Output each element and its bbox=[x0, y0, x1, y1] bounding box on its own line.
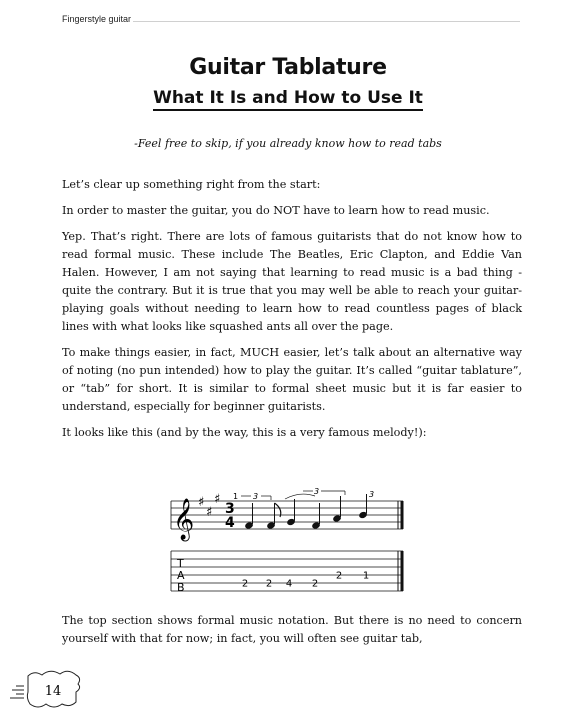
triplet-mark: 3 bbox=[314, 487, 320, 496]
page-subtitle bbox=[0, 88, 576, 108]
paragraph: Yep. That’s right. There are lots of famous guitarists that do not know how to read formal music. These include The Beatles, Eric Clapton, and Eddie Van Halen. However, I am not saying that learning to read music is a bad thing - quite the contrary. But it is true that you may well be able to reach your guitar-playing goals without needing to learn how to read countless pages of black lines with what looks like squashed ants all over the page. bbox=[62, 230, 522, 333]
tab-fret-number: 2 bbox=[265, 578, 273, 590]
music-notes bbox=[244, 494, 368, 530]
paragraph: The top section shows formal music notation. But there is no need to concern yourself with that for now; in fact, you will often see guitar tab, bbox=[62, 614, 522, 645]
svg-text:♯: ♯ bbox=[198, 495, 205, 510]
paragraph: To make things easier, in fact, MUCH easier, let’s talk about an alternative way of noting (no pun intended) how to play the guitar. It’s called “guitar tablature”, or “tab” for short. It is similar to formal sheet music but it is far easier to understand, especially for beginner guitarists. bbox=[62, 346, 522, 413]
page-title: Guitar Tablature bbox=[189, 55, 387, 80]
running-head: Fingerstyle guitar bbox=[62, 14, 132, 24]
measure-number: 1 bbox=[233, 492, 239, 501]
svg-text:♯: ♯ bbox=[206, 505, 213, 520]
time-signature-top: 3 bbox=[225, 501, 235, 517]
tab-clef-letter: B bbox=[177, 581, 185, 594]
triplet-mark: 3 bbox=[369, 490, 375, 499]
page-number-badge bbox=[8, 666, 88, 712]
tab-clef-letter: T bbox=[177, 557, 184, 570]
svg-text:♯: ♯ bbox=[214, 492, 221, 507]
tab-fret-number: 1 bbox=[362, 570, 370, 582]
page-number: 14 bbox=[44, 684, 62, 699]
paragraph: It looks like this (and by the way, this is a very famous melody!): bbox=[62, 426, 427, 439]
skip-note: -Feel free to skip, if you already know how to read tabs bbox=[134, 137, 442, 150]
subtitle-text: What It Is and How to Use It bbox=[153, 88, 423, 111]
tab-fret-number: 2 bbox=[335, 570, 343, 582]
body-text-top bbox=[62, 176, 522, 450]
tab-fret-number: 2 bbox=[241, 578, 249, 590]
tab-fret-number: 2 bbox=[311, 578, 319, 590]
time-signature-bottom: 4 bbox=[225, 515, 235, 531]
tab-clef-letter: A bbox=[177, 569, 185, 582]
tab-notes bbox=[242, 571, 369, 590]
triplet-mark: 3 bbox=[253, 492, 259, 501]
paragraph: In order to master the guitar, you do NOT have to learn how to read music. bbox=[62, 204, 490, 217]
paragraph: Let’s clear up something right from the start: bbox=[62, 178, 321, 191]
body-text-bottom bbox=[62, 612, 522, 656]
treble-clef-icon: 𝄞 bbox=[173, 499, 195, 540]
header-rule bbox=[133, 21, 520, 22]
tab-fret-number: 4 bbox=[285, 578, 293, 590]
music-notation-figure bbox=[163, 486, 413, 594]
key-signature bbox=[198, 492, 220, 520]
